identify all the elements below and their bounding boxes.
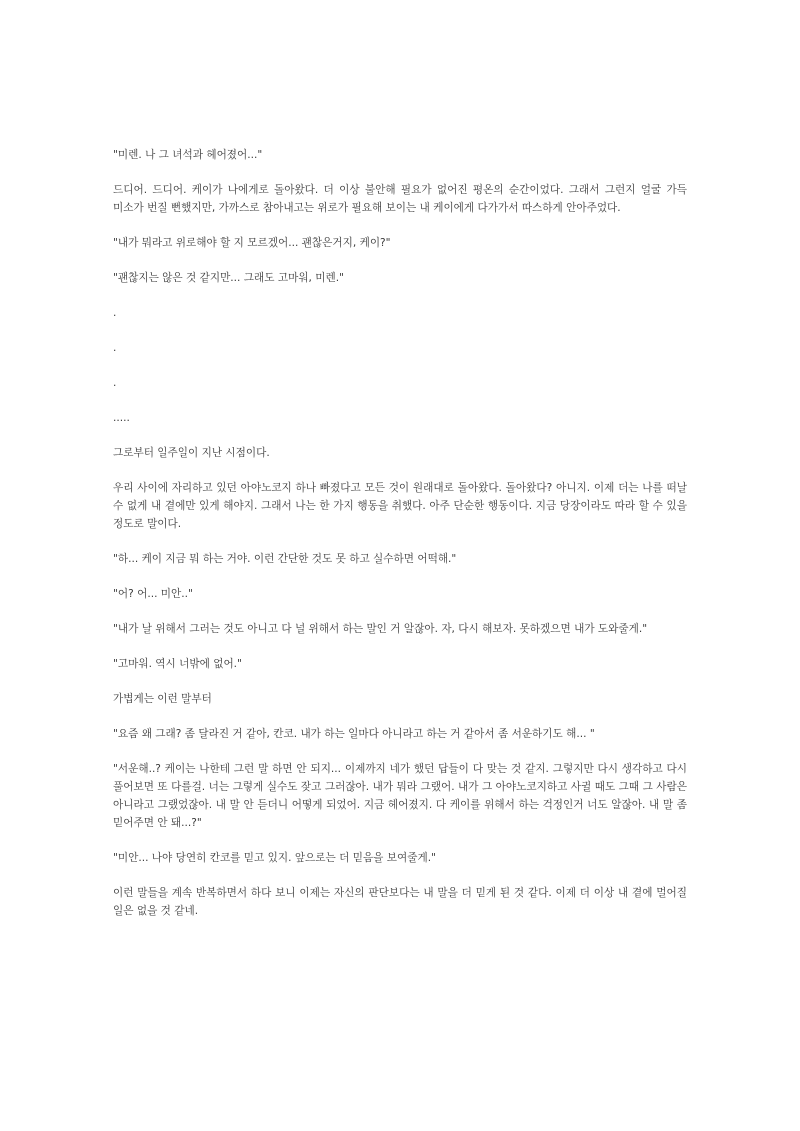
paragraph-narration: 그로부터 일주일이 지난 시점이다. [113, 447, 270, 459]
paragraph-quote: "내가 뭐라고 위로해야 할 지 모르겠어... 괜찮은거지, 케이?" [113, 237, 391, 249]
paragraph-quote: "어? 어... 미안.." [113, 588, 193, 600]
paragraph-quote: "내가 날 위해서 그러는 것도 아니고 다 널 위해서 하는 말인 거 알잖아. 자, 다시 해보자. 못하겠으면 내가 도와줄게." [113, 623, 648, 635]
paragraph-narration: 우리 사이에 자리하고 있던 아야노코지 하나 빠졌다고 모든 것이 원래대로 돌아왔다. 돌아왔다? 아니지. 이제 더는 나를 떠날 수 없게 내 곁에만 있게 해야지. 그래서 나는 한 가지 행동을 취했다. 아주 단순한 행동이다. 지금 당장이라도 따라 할 수 있을 정도로 말이다. [113, 482, 687, 530]
paragraph-narration: 드디어. 드디어. 케이가 나에게로 돌아왔다. 더 이상 불안해 필요가 없어진 평온의 순간이었다. 그래서 그런지 얼굴 가득 미소가 번질 뻔했지만, 가까스로 참아내고는 위로가 필요해 보이는 내 케이에게 다가가서 따스하게 안아주었다. [113, 184, 687, 214]
paragraph-quote: "미안... 나야 당연히 칸코를 믿고 있지. 앞으로는 더 믿음을 보여줄게." [113, 852, 436, 864]
paragraph-quote: "서운해..? 케이는 나한테 그런 말 하면 안 되지... 이제까지 네가 했던 답들이 다 맞는 것 같지. 그렇지만 다시 생각하고 다시 풀어보면 또 다를걸. 너는 그렇게 실수도 잦고 그러잖아. 내가 뭐라 그랬어. 내가 그 아야노코지하고 사귈 때도 그때 그 사람은 아니라고 그랬었잖아. 내 말 안 듣더니 어떻게 되었어. 지금 헤어졌지. 다 케이를 위해서 하는 걱정인거 너도 알잖아. 내 말 좀 믿어주면 안 돼...?" [113, 763, 687, 829]
paragraph-narration: 이런 말들을 계속 반복하면서 하다 보니 이제는 자신의 판단보다는 내 말을 더 믿게 된 것 같다. 이제 더 이상 내 곁에 멀어질 일은 없을 것 같네. [113, 887, 687, 917]
paragraph-narration: 가볍게는 이런 말부터 [113, 693, 212, 705]
paragraph-quote: "미렌. 나 그 녀석과 헤어졌어..." [113, 149, 263, 161]
paragraph-quote: "고마워. 역시 너밖에 없어." [113, 658, 242, 670]
paragraph-quote: "괜찮지는 않은 것 같지만... 그래도 고마워, 미렌." [113, 272, 344, 284]
paragraph-separator-dot: . [113, 377, 117, 389]
paragraph-quote: "요즘 왜 그래? 좀 달라진 거 같아, 칸코. 내가 하는 일마다 아니라고 하는 거 같아서 좀 서운하기도 해... " [113, 728, 595, 740]
paragraph-separator-dots: ..... [113, 412, 130, 424]
paragraph-quote: "하... 케이 지금 뭐 하는 거야. 이런 간단한 것도 못 하고 실수하면 어떡해." [113, 553, 457, 565]
document-body [113, 146, 687, 937]
paragraph-separator-dot: . [113, 342, 117, 354]
paragraph-separator-dot: . [113, 307, 117, 319]
